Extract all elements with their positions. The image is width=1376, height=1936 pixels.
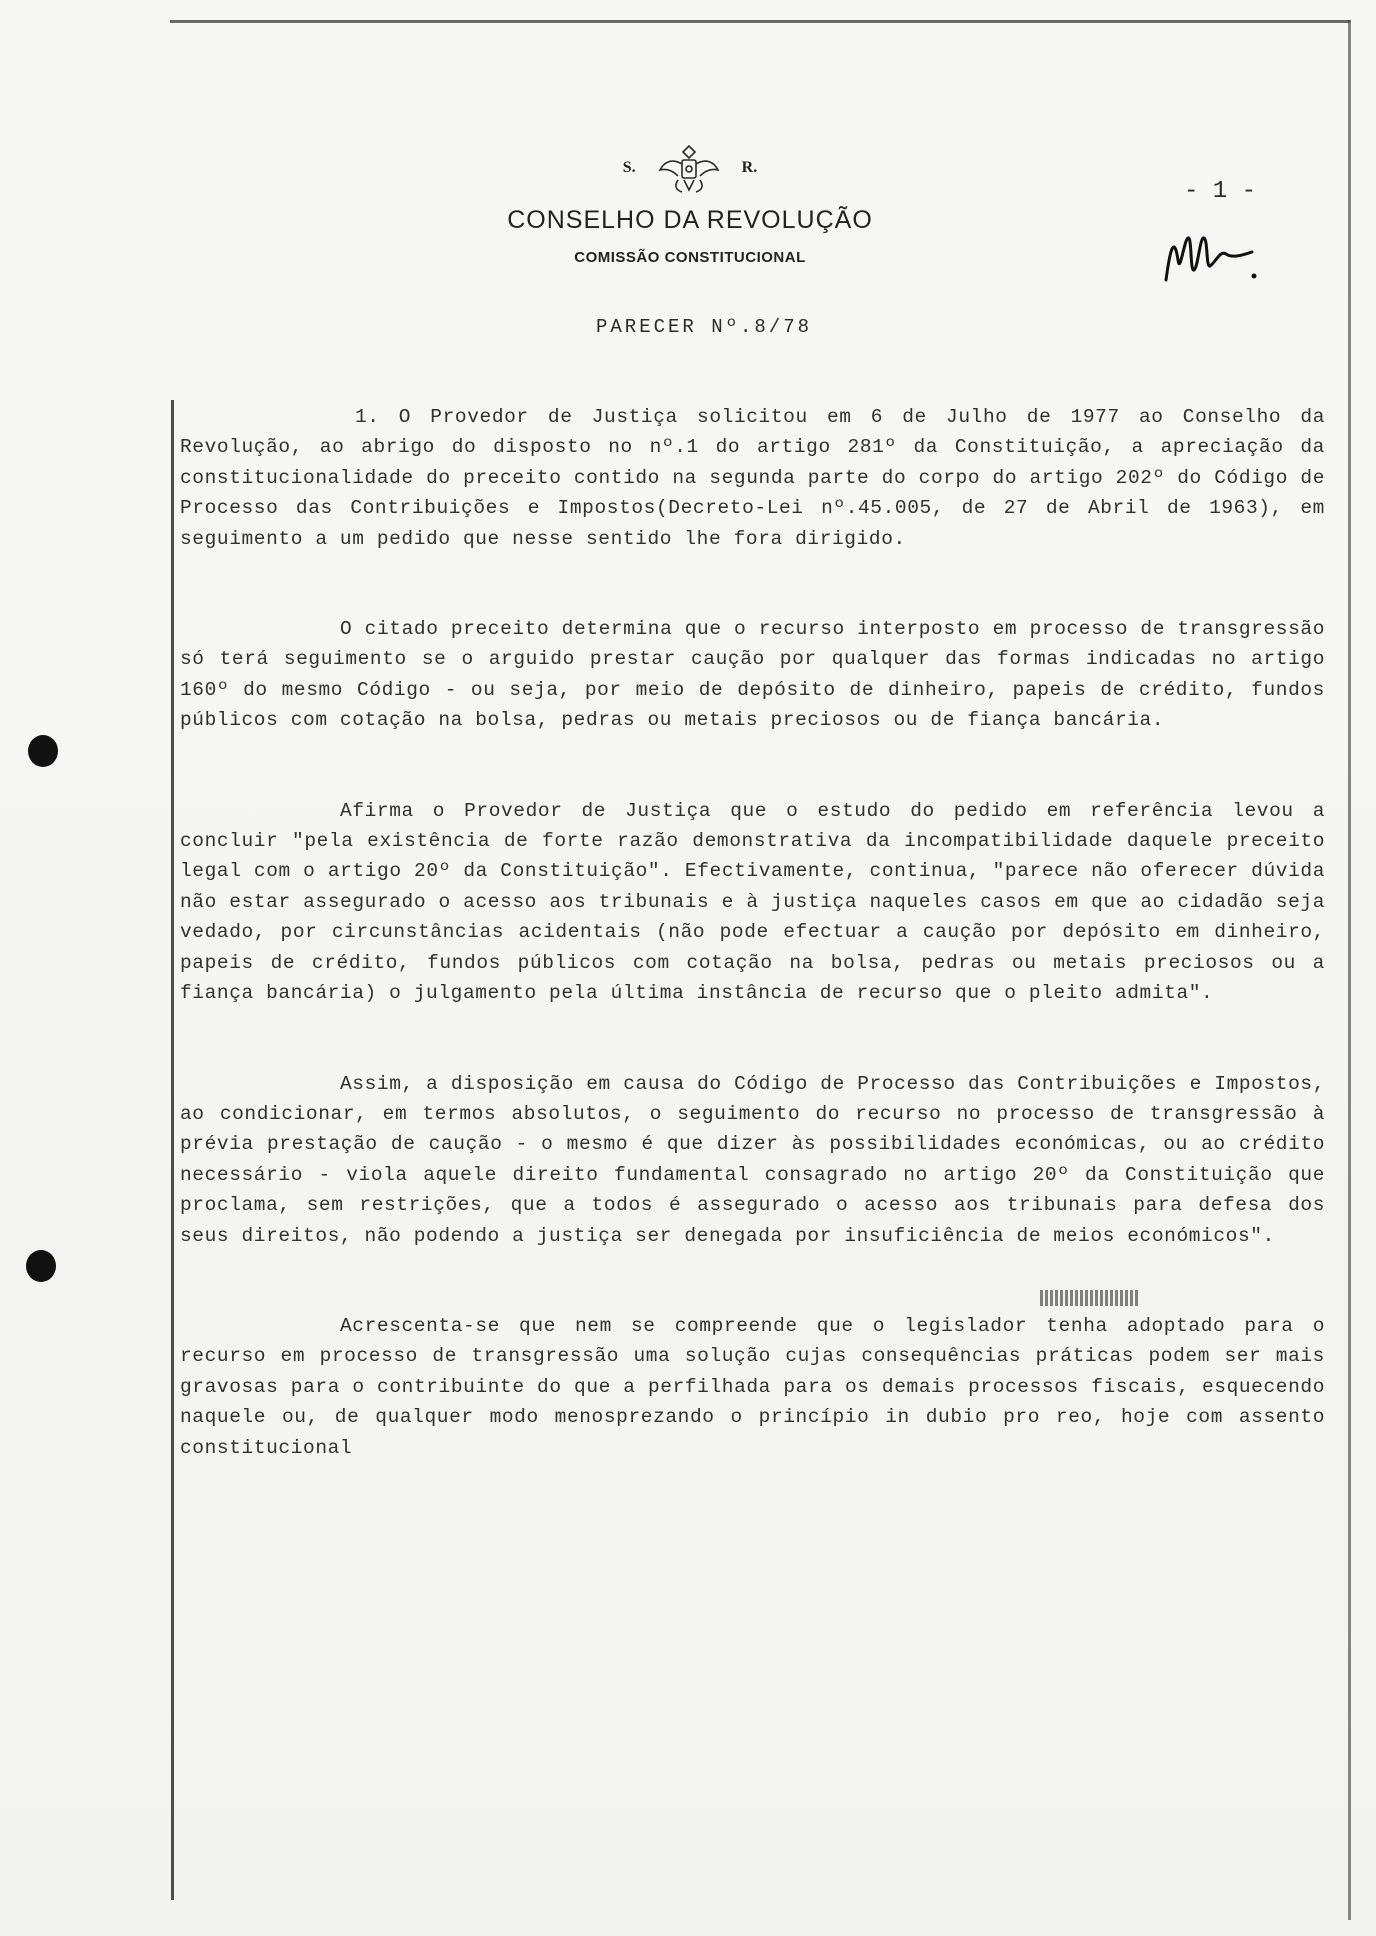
letterhead bbox=[440, 140, 940, 266]
page-number: - 1 - bbox=[1184, 178, 1257, 205]
paragraph-2: O citado preceito determina que o recurso interposto em processo de transgressão só terá seguimento se o arguido prestar caução por qualquer das formas indicadas no artigo 160º do mesmo Código - ou seja, por meio de depósito de dinheiro, papeis de crédito, fundos públicos com cotação na bolsa, pedras ou metais preciosos ou de fiança bancária. bbox=[180, 618, 1325, 732]
emblem-letter-right: R. bbox=[741, 159, 758, 176]
handwritten-initials bbox=[1160, 220, 1260, 290]
document-body bbox=[180, 402, 1325, 1523]
punch-hole-bottom bbox=[26, 1250, 56, 1282]
right-border-line bbox=[1348, 20, 1351, 1920]
emblem-row bbox=[440, 140, 940, 196]
paragraph-4: Assim, a disposição em causa do Código de Processo das Contribuições e Impostos, ao condicionar, em termos absolutos, o seguimento do recurso no processo de transgressão à prévia prestação de caução - o mesmo é que dizer às possibilidades económicas, ou ao crédito necessário - viola aquele direito fundamental consagrado no artigo 20º da Constituição que proclama, sem restrições, que a todos é assegurado o acesso aos tribunais para defesa dos seus direitos, não podendo a justiça ser denegada por insuficiência de meios económicos". bbox=[180, 1072, 1325, 1247]
paragraph-5: Acrescenta-se que nem se compreende que o legislador tenha adoptado para o recurso em processo de transgressão uma solução cujas consequências práticas podem ser mais gravosas para o contribuinte do que a perfilhada para os demais processos fiscais, esquecendo naquele ou, de qualquer modo menosprezando o princípio in dubio pro reo, hoje com assento constitucional bbox=[180, 1314, 1325, 1459]
council-title: CONSELHO DA REVOLUÇÃO bbox=[507, 206, 873, 234]
top-border-line bbox=[170, 20, 1350, 23]
paragraph-1: 1. O Provedor de Justiça solicitou em 6 de Julho de 1977 ao Conselho da Revolução, ao abrigo do disposto no nº.1 do artigo 281º da Constituição, a apreciação da constitucionalidade do preceito contido na segunda parte do corpo do artigo 202º do Código de Processo das Contribuições e Impostos(Decreto-Lei nº.45.005, de 27 de Abril de 1963), em seguimento a um pedido que nesse sentido lhe fora dirigido. bbox=[180, 406, 1325, 550]
emblem-letter-left: S. bbox=[622, 159, 636, 176]
coat-of-arms-icon bbox=[654, 140, 724, 196]
commission-title: COMISSÃO CONSTITUCIONAL bbox=[574, 249, 806, 266]
left-margin-line bbox=[171, 400, 174, 1900]
punch-hole-top bbox=[28, 735, 58, 767]
opinion-number: PARECER Nº.8/78 bbox=[596, 316, 813, 338]
paragraph-3: Afirma o Provedor de Justiça que o estudo do pedido em referência levou a concluir "pela existência de forte razão demonstrativa da incompatibilidade daquele preceito legal com o artigo 20º da Constituição". Efectivamente, continua, "parece não oferecer dúvida não estar assegurado o acesso aos tribunais e à justiça naqueles casos em que ao cidadão seja vedado, por circunstâncias acidentais (não pode efectuar a caução por depósito em dinheiro, papeis de crédito, fundos públicos com cotação na bolsa, pedras ou metais preciosos ou a fiança bancária) o julgamento pela última instância de recurso que o pleito admita". bbox=[180, 799, 1325, 1005]
